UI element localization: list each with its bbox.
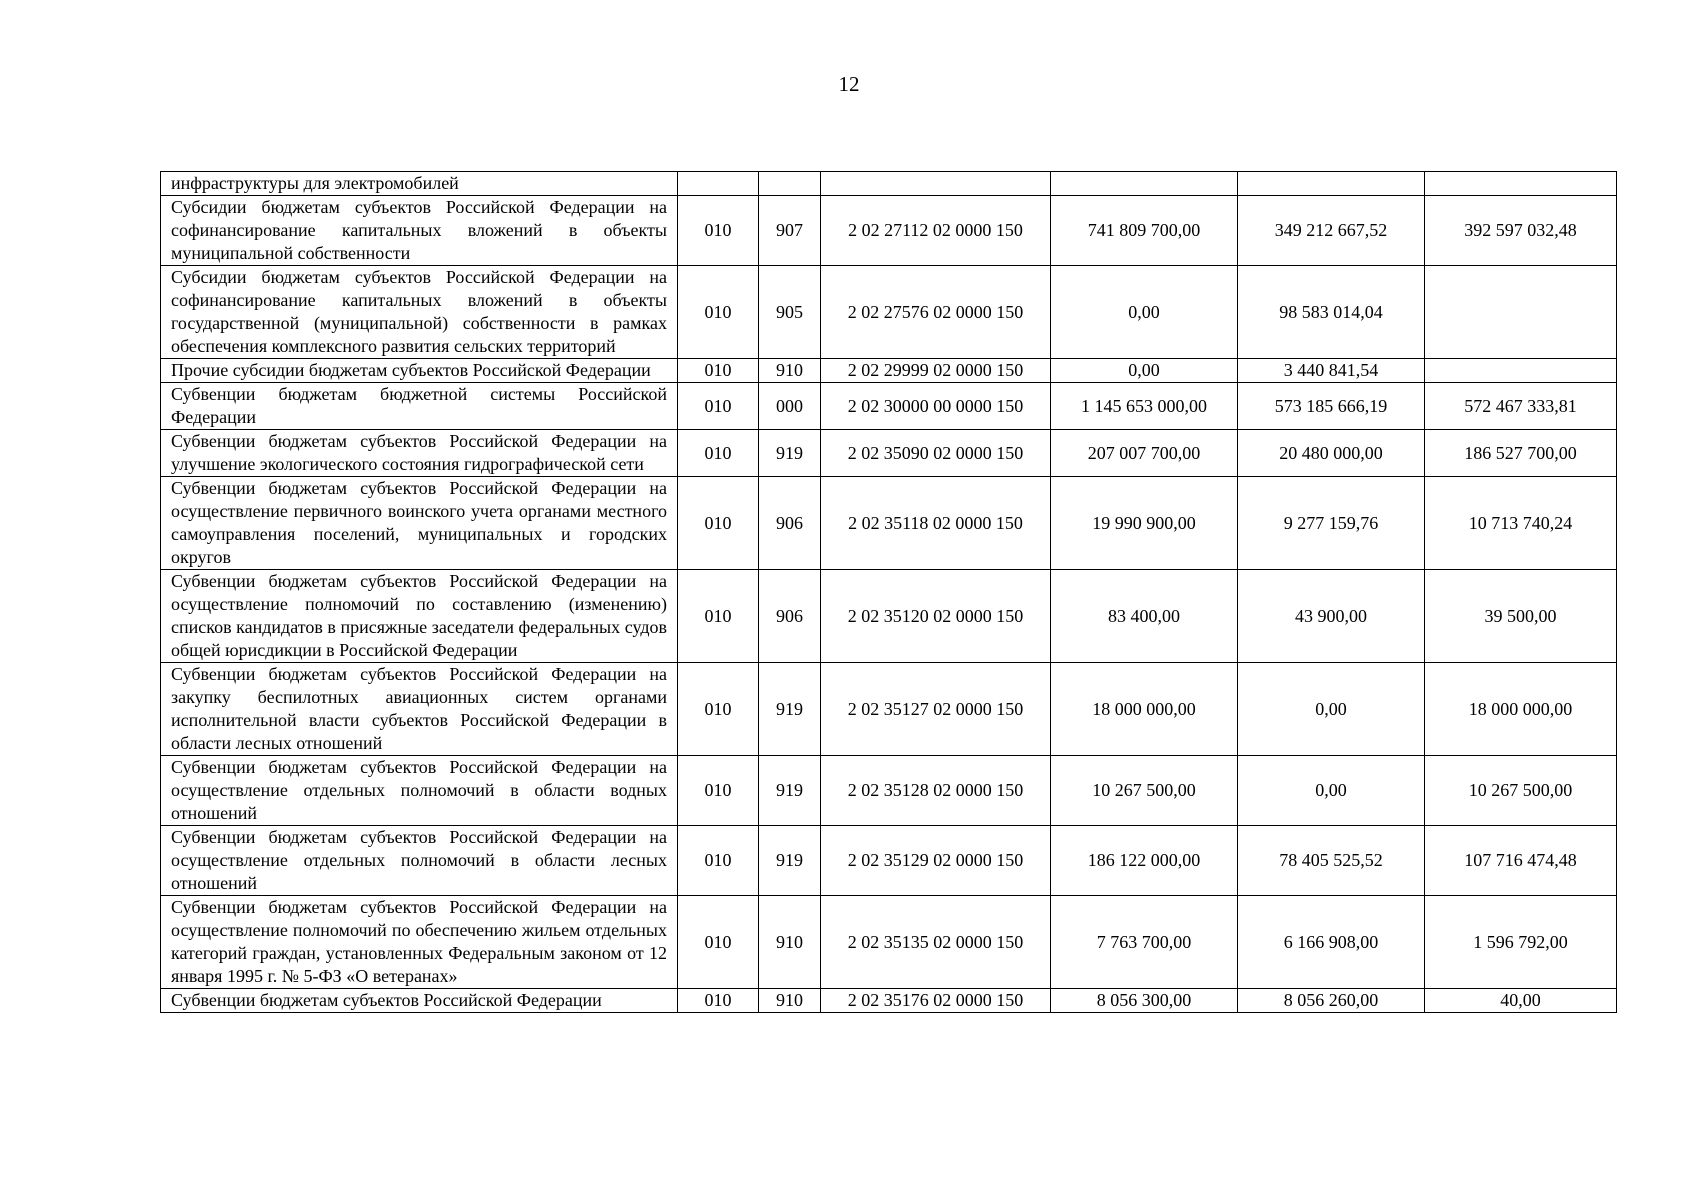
table-row: [161, 570, 1617, 663]
planned-amount: 10 267 500,00: [1051, 756, 1238, 826]
chapter-code: [678, 172, 759, 196]
admin-code: 906: [759, 570, 821, 663]
table-row: [161, 663, 1617, 756]
planned-amount: 0,00: [1051, 266, 1238, 359]
chapter-code: 010: [678, 430, 759, 477]
executed-amount: [1238, 172, 1425, 196]
admin-code: 919: [759, 430, 821, 477]
chapter-code: 010: [678, 896, 759, 989]
remaining-amount: [1425, 172, 1617, 196]
row-description: Субвенции бюджетам субъектов Российской Федерации на закупку беспилотных авиационных систем органами исполнительной власти субъектов Российской Федерации в области лесных отношений: [161, 663, 678, 756]
planned-amount: 186 122 000,00: [1051, 826, 1238, 896]
executed-amount: 98 583 014,04: [1238, 266, 1425, 359]
admin-code: [759, 172, 821, 196]
planned-amount: 741 809 700,00: [1051, 196, 1238, 266]
remaining-amount: 186 527 700,00: [1425, 430, 1617, 477]
planned-amount: 207 007 700,00: [1051, 430, 1238, 477]
row-description: Субвенции бюджетам субъектов Российской Федерации на осуществление полномочий по обеспечению жильем отдельных категорий граждан, установленных Федеральным законом от 12 января 1995 г. № 5-ФЗ «О ветеранах»: [161, 896, 678, 989]
table-row: [161, 172, 1617, 196]
remaining-amount: 10 267 500,00: [1425, 756, 1617, 826]
budget-classification-code: 2 02 27112 02 0000 150: [821, 196, 1051, 266]
budget-classification-code: 2 02 29999 02 0000 150: [821, 359, 1051, 383]
chapter-code: 010: [678, 826, 759, 896]
table-row: [161, 266, 1617, 359]
executed-amount: 43 900,00: [1238, 570, 1425, 663]
budget-classification-code: 2 02 35120 02 0000 150: [821, 570, 1051, 663]
planned-amount: 7 763 700,00: [1051, 896, 1238, 989]
remaining-amount: 39 500,00: [1425, 570, 1617, 663]
table-row: [161, 383, 1617, 430]
row-description: Субвенции бюджетам бюджетной системы Российской Федерации: [161, 383, 678, 430]
budget-classification-code: 2 02 30000 00 0000 150: [821, 383, 1051, 430]
row-description: Субвенции бюджетам субъектов Российской Федерации: [161, 989, 678, 1013]
row-description: инфраструктуры для электромобилей: [161, 172, 678, 196]
row-description: Субвенции бюджетам субъектов Российской Федерации на осуществление отдельных полномочий в области лесных отношений: [161, 826, 678, 896]
chapter-code: 010: [678, 383, 759, 430]
planned-amount: 18 000 000,00: [1051, 663, 1238, 756]
remaining-amount: 572 467 333,81: [1425, 383, 1617, 430]
chapter-code: 010: [678, 989, 759, 1013]
table-row: [161, 196, 1617, 266]
admin-code: 910: [759, 989, 821, 1013]
planned-amount: 1 145 653 000,00: [1051, 383, 1238, 430]
remaining-amount: [1425, 359, 1617, 383]
planned-amount: 19 990 900,00: [1051, 477, 1238, 570]
chapter-code: 010: [678, 196, 759, 266]
executed-amount: 0,00: [1238, 663, 1425, 756]
budget-classification-code: 2 02 35135 02 0000 150: [821, 896, 1051, 989]
row-description: Прочие субсидии бюджетам субъектов Российской Федерации: [161, 359, 678, 383]
admin-code: 910: [759, 896, 821, 989]
table-row: [161, 430, 1617, 477]
remaining-amount: 10 713 740,24: [1425, 477, 1617, 570]
table-row: [161, 359, 1617, 383]
remaining-amount: 40,00: [1425, 989, 1617, 1013]
remaining-amount: 392 597 032,48: [1425, 196, 1617, 266]
executed-amount: 78 405 525,52: [1238, 826, 1425, 896]
admin-code: 000: [759, 383, 821, 430]
budget-classification-code: 2 02 35127 02 0000 150: [821, 663, 1051, 756]
planned-amount: 83 400,00: [1051, 570, 1238, 663]
executed-amount: 3 440 841,54: [1238, 359, 1425, 383]
chapter-code: 010: [678, 359, 759, 383]
remaining-amount: [1425, 266, 1617, 359]
executed-amount: 9 277 159,76: [1238, 477, 1425, 570]
planned-amount: 0,00: [1051, 359, 1238, 383]
table-row: [161, 826, 1617, 896]
remaining-amount: 18 000 000,00: [1425, 663, 1617, 756]
budget-classification-code: 2 02 35129 02 0000 150: [821, 826, 1051, 896]
chapter-code: 010: [678, 266, 759, 359]
chapter-code: 010: [678, 663, 759, 756]
executed-amount: 6 166 908,00: [1238, 896, 1425, 989]
budget-classification-code: 2 02 35118 02 0000 150: [821, 477, 1051, 570]
row-description: Субвенции бюджетам субъектов Российской Федерации на осуществление отдельных полномочий в области водных отношений: [161, 756, 678, 826]
executed-amount: 20 480 000,00: [1238, 430, 1425, 477]
chapter-code: 010: [678, 570, 759, 663]
admin-code: 910: [759, 359, 821, 383]
remaining-amount: 107 716 474,48: [1425, 826, 1617, 896]
admin-code: 919: [759, 756, 821, 826]
budget-classification-code: 2 02 35176 02 0000 150: [821, 989, 1051, 1013]
budget-classification-code: [821, 172, 1051, 196]
executed-amount: 349 212 667,52: [1238, 196, 1425, 266]
row-description: Субсидии бюджетам субъектов Российской Федерации на софинансирование капитальных вложений в объекты государственной (муниципальной) собственности в рамках обеспечения комплексного развития сельских территорий: [161, 266, 678, 359]
executed-amount: 573 185 666,19: [1238, 383, 1425, 430]
row-description: Субвенции бюджетам субъектов Российской Федерации на осуществление полномочий по составлению (изменению) списков кандидатов в присяжные заседатели федеральных судов общей юрисдикции в Российской Федерации: [161, 570, 678, 663]
table-row: [161, 989, 1617, 1013]
row-description: Субсидии бюджетам субъектов Российской Федерации на софинансирование капитальных вложений в объекты муниципальной собственности: [161, 196, 678, 266]
admin-code: 905: [759, 266, 821, 359]
admin-code: 919: [759, 826, 821, 896]
row-description: Субвенции бюджетам субъектов Российской Федерации на улучшение экологического состояния гидрографической сети: [161, 430, 678, 477]
chapter-code: 010: [678, 756, 759, 826]
row-description: Субвенции бюджетам субъектов Российской Федерации на осуществление первичного воинского учета органами местного самоуправления поселений, муниципальных и городских округов: [161, 477, 678, 570]
page-number: 12: [838, 72, 860, 96]
budget-classification-code: 2 02 35128 02 0000 150: [821, 756, 1051, 826]
executed-amount: 0,00: [1238, 756, 1425, 826]
budget-classification-code: 2 02 27576 02 0000 150: [821, 266, 1051, 359]
planned-amount: 8 056 300,00: [1051, 989, 1238, 1013]
planned-amount: [1051, 172, 1238, 196]
admin-code: 919: [759, 663, 821, 756]
table-row: [161, 477, 1617, 570]
admin-code: 906: [759, 477, 821, 570]
budget-classification-code: 2 02 35090 02 0000 150: [821, 430, 1051, 477]
budget-table: [160, 171, 1617, 1013]
executed-amount: 8 056 260,00: [1238, 989, 1425, 1013]
table-row: [161, 756, 1617, 826]
chapter-code: 010: [678, 477, 759, 570]
admin-code: 907: [759, 196, 821, 266]
table-row: [161, 896, 1617, 989]
remaining-amount: 1 596 792,00: [1425, 896, 1617, 989]
